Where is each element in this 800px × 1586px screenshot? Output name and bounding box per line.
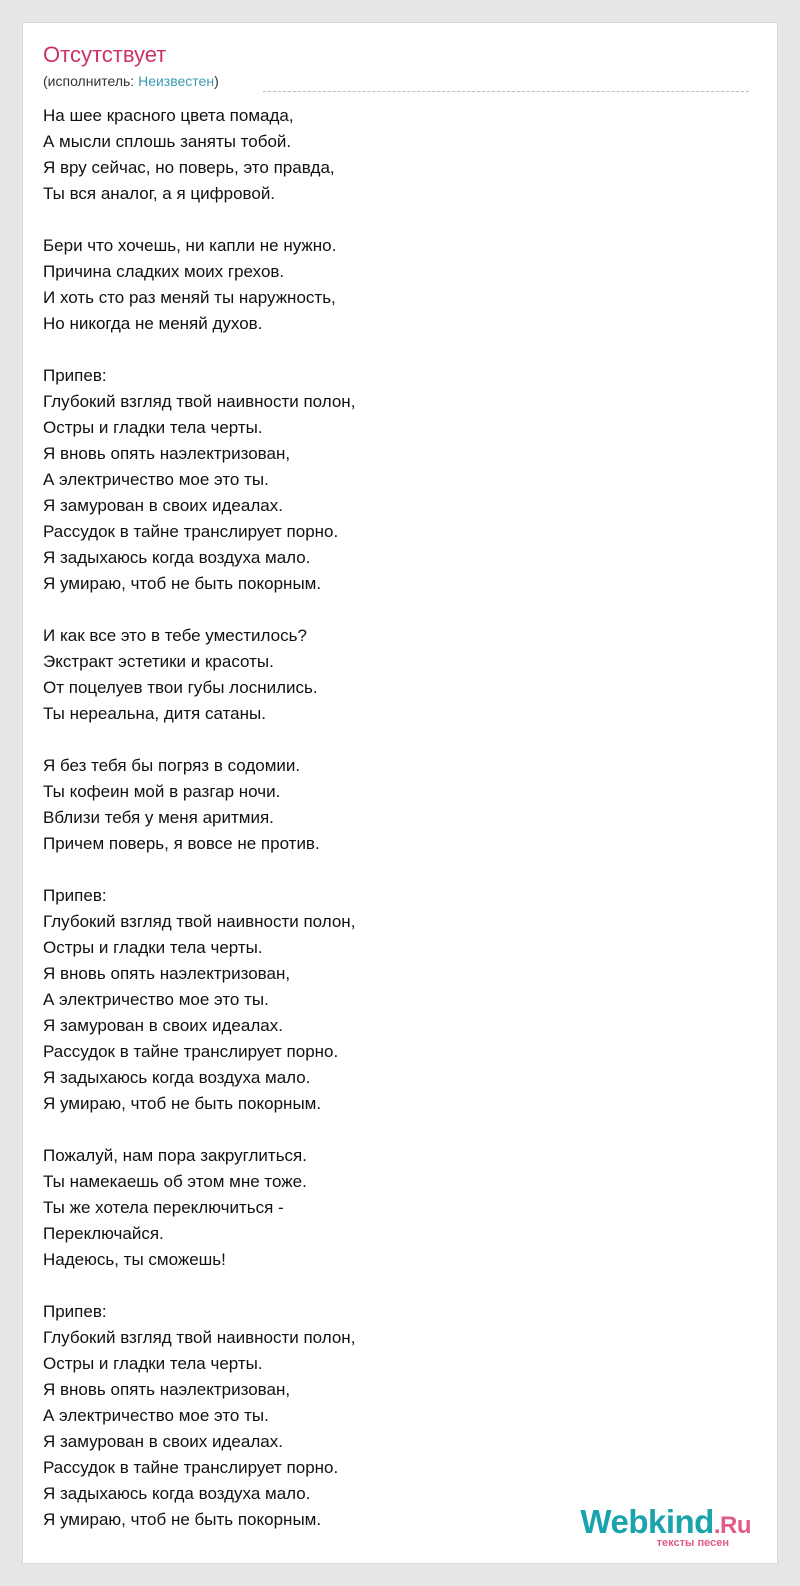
lyric-line: Я замурован в своих идеалах. bbox=[43, 1016, 283, 1035]
lyric-line: Я вновь опять наэлектризован, bbox=[43, 444, 291, 463]
lyric-line: И хоть сто раз меняй ты наружность, bbox=[43, 288, 336, 307]
lyric-line: Ты кофеин мой в разгар ночи. bbox=[43, 782, 281, 801]
lyric-line: Остры и гладки тела черты. bbox=[43, 418, 263, 437]
lyric-line: Остры и гладки тела черты. bbox=[43, 938, 263, 957]
lyric-line: Я замурован в своих идеалах. bbox=[43, 496, 283, 515]
logo-domain-text: .Ru bbox=[713, 1512, 751, 1539]
lyric-line: Рассудок в тайне транслирует порно. bbox=[43, 1042, 339, 1061]
artist-suffix: ) bbox=[214, 73, 219, 89]
lyric-line: Я без тебя бы погряз в содомии. bbox=[43, 756, 301, 775]
lyric-line: От поцелуев твои губы лоснились. bbox=[43, 678, 318, 697]
stanza bbox=[43, 1299, 743, 1533]
lyric-line: Я задыхаюсь когда воздуха мало. bbox=[43, 548, 311, 567]
lyric-line: А электричество мое это ты. bbox=[43, 470, 269, 489]
lyric-line: Я задыхаюсь когда воздуха мало. bbox=[43, 1484, 311, 1503]
lyric-line: Припев: bbox=[43, 886, 107, 905]
lyric-line: Причина сладких моих грехов. bbox=[43, 262, 285, 281]
stanza bbox=[43, 623, 743, 727]
lyric-line: Бери что хочешь, ни капли не нужно. bbox=[43, 236, 337, 255]
lyric-line: Я вновь опять наэлектризован, bbox=[43, 964, 291, 983]
lyric-line: Я задыхаюсь когда воздуха мало. bbox=[43, 1068, 311, 1087]
artist-prefix: (исполнитель: bbox=[43, 73, 139, 89]
lyric-line: Причем поверь, я вовсе не против. bbox=[43, 834, 320, 853]
lyric-line: Ты намекаешь об этом мне тоже. bbox=[43, 1172, 307, 1191]
lyric-line: Переключайся. bbox=[43, 1224, 164, 1243]
lyric-line: Глубокий взгляд твой наивности полон, bbox=[43, 912, 356, 931]
lyric-line: Я умираю, чтоб не быть покорным. bbox=[43, 574, 322, 593]
lyric-line: Ты нереальна, дитя сатаны. bbox=[43, 704, 266, 723]
stanza bbox=[43, 233, 743, 337]
lyric-line: А мысли сплошь заняты тобой. bbox=[43, 132, 292, 151]
lyric-line: Я умираю, чтоб не быть покорным. bbox=[43, 1510, 322, 1529]
stanza bbox=[43, 363, 743, 597]
lyrics-card bbox=[22, 22, 778, 1564]
lyric-line: Но никогда не меняй духов. bbox=[43, 314, 263, 333]
lyric-line: Рассудок в тайне транслирует порно. bbox=[43, 522, 339, 541]
logo-tagline: тексты песен bbox=[656, 1537, 729, 1549]
lyric-line: Глубокий взгляд твой наивности полон, bbox=[43, 392, 356, 411]
lyric-line: Пожалуй, нам пора закруглиться. bbox=[43, 1146, 307, 1165]
header-divider bbox=[263, 91, 749, 92]
artist-line bbox=[43, 72, 219, 90]
lyric-line: Вблизи тебя у меня аритмия. bbox=[43, 808, 274, 827]
lyric-line: Я замурован в своих идеалах. bbox=[43, 1432, 283, 1451]
lyric-line: Припев: bbox=[43, 366, 107, 385]
lyrics-text bbox=[43, 103, 743, 1559]
lyric-line: Экстракт эстетики и красоты. bbox=[43, 652, 274, 671]
lyric-line: А электричество мое это ты. bbox=[43, 1406, 269, 1425]
stanza bbox=[43, 103, 743, 207]
lyric-line: Рассудок в тайне транслирует порно. bbox=[43, 1458, 339, 1477]
stanza bbox=[43, 883, 743, 1117]
artist-link[interactable]: Неизвестен bbox=[138, 73, 215, 89]
logo-main-text: Webkind bbox=[580, 1503, 714, 1540]
lyric-line: Припев: bbox=[43, 1302, 107, 1321]
lyric-line: И как все это в тебе уместилось? bbox=[43, 626, 307, 645]
lyric-line: Остры и гладки тела черты. bbox=[43, 1354, 263, 1373]
lyric-line: Ты же хотела переключиться - bbox=[43, 1198, 284, 1217]
lyric-line: Глубокий взгляд твой наивности полон, bbox=[43, 1328, 356, 1347]
stanza bbox=[43, 753, 743, 857]
lyric-line: А электричество мое это ты. bbox=[43, 990, 269, 1009]
lyric-line: Я вновь опять наэлектризован, bbox=[43, 1380, 291, 1399]
webkind-logo[interactable] bbox=[551, 1503, 751, 1553]
lyric-line: Ты вся аналог, а я цифровой. bbox=[43, 184, 276, 203]
lyric-line: Я умираю, чтоб не быть покорным. bbox=[43, 1094, 322, 1113]
lyric-line: Я вру сейчас, но поверь, это правда, bbox=[43, 158, 335, 177]
song-title: Отсутствует bbox=[43, 42, 167, 67]
lyric-line: На шее красного цвета помада, bbox=[43, 106, 294, 125]
lyric-line: Надеюсь, ты сможешь! bbox=[43, 1250, 226, 1269]
stanza bbox=[43, 1143, 743, 1273]
